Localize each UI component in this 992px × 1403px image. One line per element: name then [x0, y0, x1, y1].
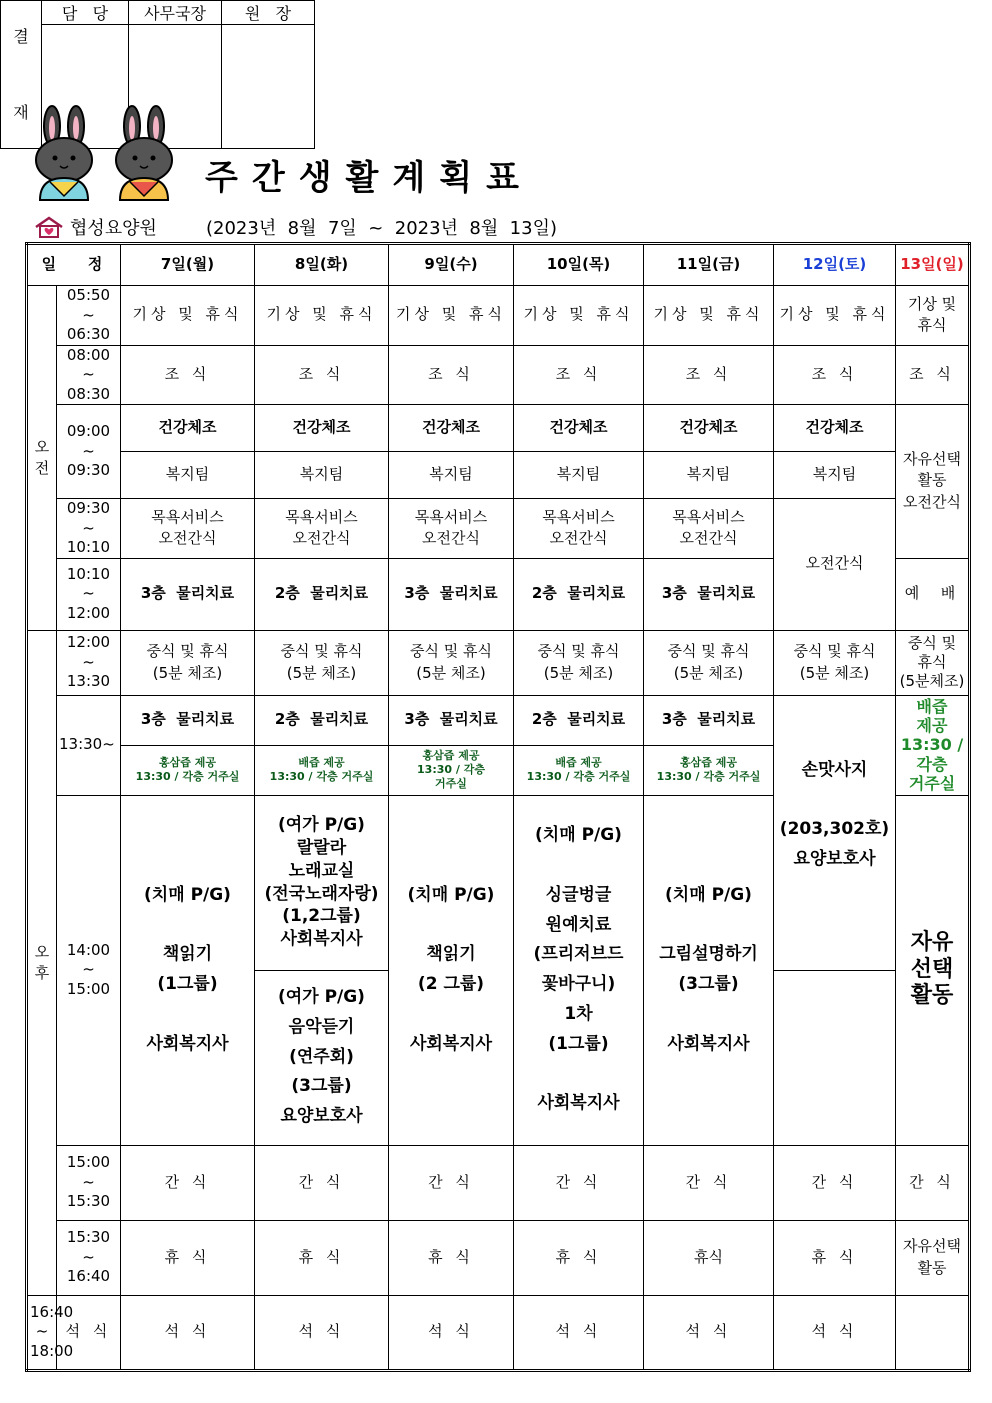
- cell-dinner: 석 식: [121, 1295, 255, 1370]
- header-day-mon: 7일(월): [121, 244, 255, 286]
- cell-program-thu: (치매 P/G) 싱글벙글 원예치료 (프리저브드 꽃바구니) 1차 (1그룹) 사회복지사: [514, 795, 644, 1145]
- header-schedule: 일 정: [27, 244, 121, 286]
- period-range: (2023년 8월 7일 ~ 2023년 8월 13일): [206, 218, 557, 239]
- cell-pt: 2층 물리치료: [514, 558, 644, 630]
- cell-drink: 배즙 제공 13:30 / 각층 거주실: [514, 745, 644, 795]
- cell-welfare: 복지팀: [644, 452, 774, 499]
- cell-program-tue-b: (여가 P/G) 음악듣기 (연주회) (3그룹) 요양보호사: [255, 970, 389, 1145]
- cell-pt: 2층 물리치료: [514, 695, 644, 745]
- cell-pt: 2층 물리치료: [255, 695, 389, 745]
- cell-rest: 휴 식: [389, 1220, 514, 1295]
- time-cell: 05:50 ~ 06:30: [57, 286, 121, 346]
- cell-lunch: 중식 및 휴식 (5분 체조): [255, 630, 389, 695]
- time-cell: 14:00 ~ 15:00: [57, 795, 121, 1145]
- org-line: [34, 214, 157, 240]
- cell-breakfast: 조 식: [121, 345, 255, 405]
- cell-drink: 홍삼즙 제공 13:30 / 각층 거주실: [644, 745, 774, 795]
- cell-breakfast: 조 식: [644, 345, 774, 405]
- bunny-mascot-icon: [30, 104, 100, 204]
- pm-label: 오 후: [27, 630, 57, 1295]
- cell-dinner: 석 식: [57, 1295, 121, 1370]
- cell-lunch: 중식 및 휴식 (5분 체조): [514, 630, 644, 695]
- approval-label-2: 재: [13, 102, 29, 122]
- cell-pt: 3층 물리치료: [644, 558, 774, 630]
- cell-wake: 기상 및 휴식: [389, 286, 514, 346]
- approval-label-1: 결: [13, 26, 29, 46]
- cell-breakfast: 조 식: [514, 345, 644, 405]
- cell-lunch: 중식 및 휴식 (5분 체조): [121, 630, 255, 695]
- cell-exercise: 건강체조: [255, 405, 389, 452]
- cell-wake: 기상 및 휴식: [121, 286, 255, 346]
- cell-drink: 홍삼즙 제공 13:30 / 각층 거주실: [121, 745, 255, 795]
- cell-pt: 3층 물리치료: [389, 695, 514, 745]
- cell-lunch-sun: 중식 및 휴식 (5분체조): [896, 630, 970, 695]
- cell-snack: 간 식: [389, 1145, 514, 1220]
- cell-pt: 3층 물리치료: [121, 558, 255, 630]
- cell-rest-sun: 자유선택 활동: [896, 1220, 970, 1295]
- cell-rest: 휴 식: [121, 1220, 255, 1295]
- cell-exercise: 건강체조: [514, 405, 644, 452]
- cell-pt: 3층 물리치료: [644, 695, 774, 745]
- org-name: 협성요양원: [70, 218, 157, 239]
- cell-breakfast: 조 식: [896, 345, 970, 405]
- cell-rest: 휴식: [644, 1220, 774, 1295]
- cell-breakfast: 조 식: [389, 345, 514, 405]
- cell-wake-sun: 기상 및 휴식: [896, 286, 970, 346]
- cell-snack: 간 식: [644, 1145, 774, 1220]
- cell-drink: 홍삼즙 제공 13:30 / 각층 거주실: [389, 745, 514, 795]
- cell-exercise: 건강체조: [644, 405, 774, 452]
- cell-bath-snack: 목욕서비스 오전간식: [389, 499, 514, 559]
- time-cell: 09:00 ~ 09:30: [57, 405, 121, 499]
- time-cell: 12:00 ~ 13:30: [57, 630, 121, 695]
- cell-welfare: 복지팀: [389, 452, 514, 499]
- cell-snack: 간 식: [255, 1145, 389, 1220]
- time-cell: 08:00 ~ 08:30: [57, 345, 121, 405]
- cell-exercise: 건강체조: [389, 405, 514, 452]
- cell-program-wed: (치매 P/G) 책읽기 (2 그룹) 사회복지사: [389, 795, 514, 1145]
- cell-dinner: 석 식: [774, 1295, 896, 1370]
- cell-snack: 간 식: [514, 1145, 644, 1220]
- time-cell: 15:00 ~ 15:30: [57, 1145, 121, 1220]
- header-day-tue: 8일(화): [255, 244, 389, 286]
- header-day-sat: 12일(토): [774, 244, 896, 286]
- cell-wake: 기상 및 휴식: [255, 286, 389, 346]
- cell-pt: 2층 물리치료: [255, 558, 389, 630]
- header-day-wed: 9일(수): [389, 244, 514, 286]
- cell-rest: 휴 식: [255, 1220, 389, 1295]
- cell-bath-snack: 목욕서비스 오전간식: [121, 499, 255, 559]
- bunny-mascot-icon: [110, 104, 180, 204]
- cell-wake: 기상 및 휴식: [774, 286, 896, 346]
- cell-snack: 간 식: [121, 1145, 255, 1220]
- time-cell: 10:10 ~ 12:00: [57, 558, 121, 630]
- cell-welfare: 복지팀: [774, 452, 896, 499]
- cell-program-fri: (치매 P/G) 그림설명하기 (3그룹) 사회복지사: [644, 795, 774, 1145]
- cell-worship: 예 배: [896, 558, 970, 630]
- cell-program-sun: 자유 선택 활동: [896, 795, 970, 1145]
- cell-program-sat: 손맛사지 (203,302호) 요양보호사: [774, 695, 896, 970]
- cell-dinner: 석 식: [255, 1295, 389, 1370]
- cell-drink-sun: 배즙 제공 13:30 / 각층 거주실: [896, 695, 970, 795]
- cell-lunch: 중식 및 휴식 (5분 체조): [774, 630, 896, 695]
- cell-exercise: 건강체조: [774, 405, 896, 452]
- cell-snack: 간 식: [774, 1145, 896, 1220]
- cell-lunch: 중식 및 휴식 (5분 체조): [644, 630, 774, 695]
- cell-lunch: 중식 및 휴식 (5분 체조): [389, 630, 514, 695]
- cell-program-mon: (치매 P/G) 책읽기 (1그룹) 사회복지사: [121, 795, 255, 1145]
- cell-bath-snack: 목욕서비스 오전간식: [514, 499, 644, 559]
- house-heart-icon: [34, 216, 64, 238]
- time-cell: 13:30~: [57, 695, 121, 795]
- cell-rest: 휴 식: [514, 1220, 644, 1295]
- cell-rest: 휴 식: [774, 1220, 896, 1295]
- approval-sign-director[interactable]: [222, 25, 315, 149]
- cell-bath-snack: 목욕서비스 오전간식: [255, 499, 389, 559]
- cell-pt: 3층 물리치료: [121, 695, 255, 745]
- cell-bath-snack: 목욕서비스 오전간식: [644, 499, 774, 559]
- cell-snack: 간 식: [896, 1145, 970, 1220]
- cell-wake: 기상 및 휴식: [514, 286, 644, 346]
- approval-col-director: 원 장: [222, 1, 315, 25]
- cell-breakfast: 조 식: [774, 345, 896, 405]
- time-cell: 09:30 ~ 10:10: [57, 499, 121, 559]
- am-label: 오 전: [27, 286, 57, 631]
- cell-drink: 배즙 제공 13:30 / 각층 거주실: [255, 745, 389, 795]
- header-day-fri: 11일(금): [644, 244, 774, 286]
- cell-exercise: 건강체조: [121, 405, 255, 452]
- cell-welfare: 복지팀: [121, 452, 255, 499]
- cell-dinner: 석 식: [644, 1295, 774, 1370]
- cell-welfare: 복지팀: [255, 452, 389, 499]
- cell-wake: 기상 및 휴식: [644, 286, 774, 346]
- time-cell: 16:40 ~ 18:00: [27, 1295, 57, 1370]
- cell-breakfast: 조 식: [255, 345, 389, 405]
- time-cell: 15:30 ~ 16:40: [57, 1220, 121, 1295]
- cell-sat-snack: 오전간식: [774, 499, 896, 631]
- cell-sun-free-am: 자유선택 활동 오전간식: [896, 405, 970, 559]
- cell-dinner: 석 식: [514, 1295, 644, 1370]
- cell-pt: 3층 물리치료: [389, 558, 514, 630]
- cell-program-tue-a: (여가 P/G) 랄랄라 노래교실 (전국노래자랑) (1,2그룹) 사회복지사: [255, 795, 389, 970]
- page-title: 주간생활계획표: [205, 158, 533, 198]
- header-day-sun: 13일(일): [896, 244, 970, 286]
- header-day-thu: 10일(목): [514, 244, 644, 286]
- cell-dinner: 석 식: [389, 1295, 514, 1370]
- approval-col-secretary: 사무국장: [129, 1, 222, 25]
- cell-welfare: 복지팀: [514, 452, 644, 499]
- approval-col-manager: 담 당: [42, 1, 129, 25]
- weekly-schedule-table: [25, 242, 971, 1372]
